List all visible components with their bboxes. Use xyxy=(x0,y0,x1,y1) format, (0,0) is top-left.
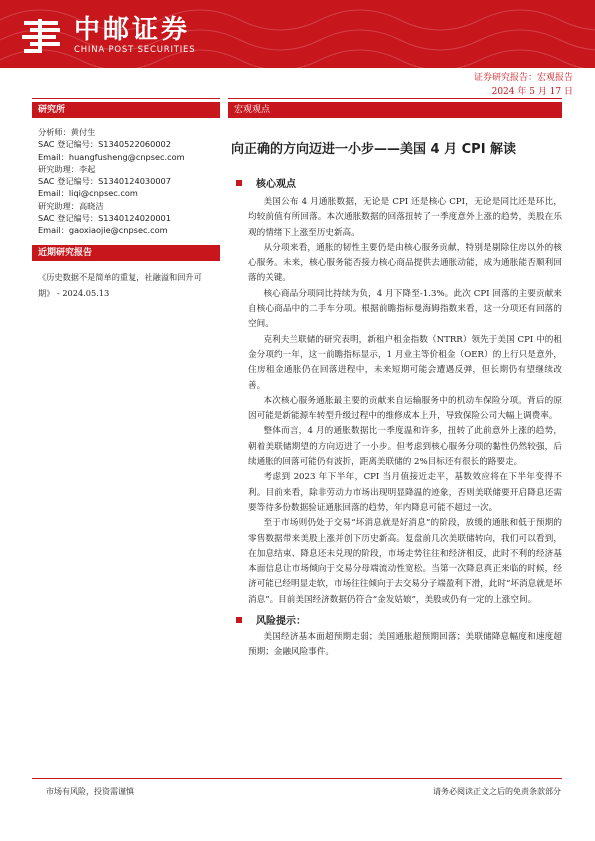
footer-disclaimer: 请务必阅读正文之后的免责条款部分 xyxy=(433,787,561,796)
header-rule-right xyxy=(228,98,562,99)
analyst-info xyxy=(32,118,220,237)
report-date: 2024 年 5 月 17 日 xyxy=(491,87,573,97)
recent-research-heading: 近期研究报告 xyxy=(32,245,220,261)
core-view-heading xyxy=(228,175,562,190)
header-rule-left xyxy=(32,98,220,99)
analyst-email[interactable]: Email：huangfusheng@cnpsec.com xyxy=(38,151,185,162)
sidebar xyxy=(32,102,220,301)
paragraph: 克利夫兰联储的研究表明，新租户租金指数（NTRR）领先于美国 CPI 中的租金分项约一年，这一前瞻指标显示，1 月业主等价租金（OER）的上行只是意外，住房租金通胀仍在回落进程中，未来短期可能会遭遇反弹，但长期仍有望继续改善。 xyxy=(248,334,562,391)
square-bullet-icon xyxy=(236,180,242,186)
header-banner xyxy=(0,0,595,68)
risk-text: 美国经济基本面超预期走弱；美国通胀超预期回落；美联储降息幅度和速度超预期；金融风险事件。 xyxy=(248,632,562,658)
core-view-label: 核心观点 xyxy=(256,179,296,190)
analyst-email[interactable]: Email：gaoxiaojie@cnpsec.com xyxy=(38,225,168,236)
analyst-line: SAC 登记编号：S1340522060002 xyxy=(38,139,171,150)
square-bullet-icon xyxy=(236,617,242,623)
paragraph: 整体而言，4 月的通胀数据比一季度温和许多，扭转了此前意外上涨的趋势，朝着美联储期望的方向迈进了一小步。但考虑到核心服务分项的黏性仍然较强，后续通胀的回落可能仍有波折，距离美联储的 2%目标还有很长的路要走。 xyxy=(248,426,562,468)
paragraph: 本次核心服务通胀最主要的贡献来自运输服务中的机动车保险分项。背后的原因可能是新能源车转型升级过程中的维修成本上升，导致保险公司大幅上调费率。 xyxy=(248,395,562,422)
paragraph: 美国公布 4 月通胀数据，无论是 CPI 还是核心 CPI，无论是同比还是环比，均较前值有所回落。本次通胀数据的回落扭转了一季度意外上涨的趋势，美股在乐观的情绪下上涨至历史新高。 xyxy=(248,197,562,238)
section-tag: 宏观观点 xyxy=(228,102,562,118)
analyst-line: 研究助理：高晓洁 xyxy=(38,200,104,211)
brand-name-cn: 中邮证券 xyxy=(74,15,191,45)
brand-name-en: CHINA POST SECURITIES xyxy=(74,45,196,55)
footer-rule xyxy=(32,778,562,779)
footer-risk-notice: 市场有风险，投资需谨慎 xyxy=(46,787,134,796)
paragraph: 从分项来看，通胀的韧性主要仍是由核心服务贡献，特别是剔除住房以外的核心服务。未来，核心服务能否接力核心商品提供去通胀动能，成为通胀能否顺利回落的关键。 xyxy=(248,242,562,284)
risk-heading xyxy=(228,612,562,627)
paragraph: 考虑到 2023 年下半年，CPI 当月值接近走平，基数效应将在下半年变得不利。目前来看，除非劳动力市场出现明显降温的迹象，否则美联储要开启降息还需要等待多份数据验证通胀回落的趋势，年内降息可能不超过一次。 xyxy=(248,472,562,513)
company-logo xyxy=(20,16,195,56)
analyst-email[interactable]: Email：liqi@cnpsec.com xyxy=(38,188,138,199)
analyst-line: 研究助理：李起 xyxy=(38,163,96,174)
recent-report-link[interactable]: 《历史数据不是简单的重复，社融溢和回升可期》 - 2024.05.13 xyxy=(38,271,202,298)
main-content xyxy=(228,102,562,661)
research-heading: 研究所 xyxy=(32,102,220,118)
analyst-line: 分析师：黄付生 xyxy=(38,127,96,137)
paragraph: 至于市场则仍处于交易“坏消息就是好消息”的阶段，放缓的通胀和低于预期的零售数据带来美股上涨并创下历史新高。复盘前几次美联储转向，我们可以看到，在加息结束、降息还未兑现的阶段，市场走势往往和经济相反，此时不利的经济基本面信息让市场倾向于交易分母端流动性宽松。当第一次降息真正来临的时候，经济可能已经明显走软，市场往往倾向于去交易分子端盈利下滑，此时“坏消息就是坏消息”。目前美国经济数据仍符合“金发姑娘”，美股或仍有一定的上涨空间。 xyxy=(248,518,562,605)
analyst-line: SAC 登记编号：S1340124020001 xyxy=(38,213,171,224)
analyst-line: SAC 登记编号：S1340124030007 xyxy=(38,176,171,187)
report-type: 证券研究报告：宏观报告 xyxy=(473,73,573,83)
paragraph: 核心商品分项同比持续为负，4 月下降至-1.3%。此次 CPI 回落的主要贡献来自核心商品中的二手车分项。根据前瞻指标曼海姆指数来看，这一分项还有回落的空间。 xyxy=(248,288,562,330)
report-title: 向正确的方向迈进一小步——美国 4 月 CPI 解读 xyxy=(231,142,517,157)
china-post-logo-icon xyxy=(20,16,66,56)
risk-label: 风险提示： xyxy=(256,616,306,628)
